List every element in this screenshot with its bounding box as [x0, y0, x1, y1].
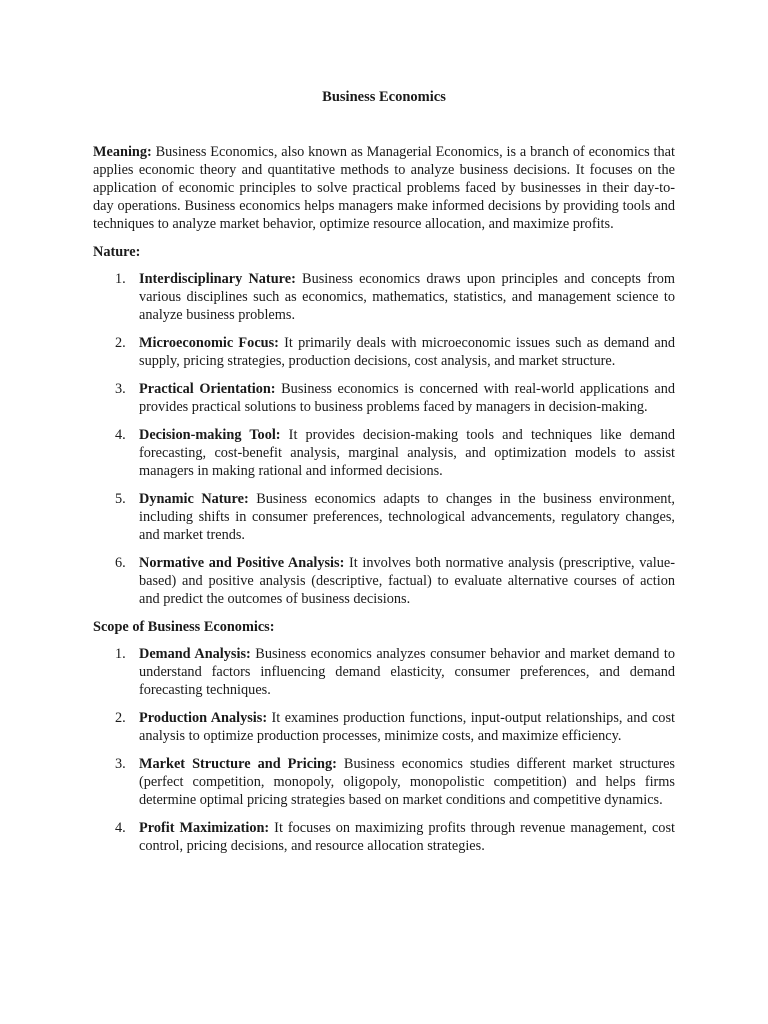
item-number: 3.	[115, 381, 126, 397]
item-number: 4.	[115, 820, 126, 836]
item-number: 2.	[115, 335, 126, 351]
nature-heading: Nature:	[93, 244, 141, 260]
item-text: It focuses on maximizing profits through revenue management, cost control, pricing decisions, and resource allocation strategies.	[139, 820, 675, 854]
item-number: 3.	[115, 756, 126, 772]
item-text: Business economics is concerned with real-world applications and provides practical solutions to business problems faced by managers in decision-making.	[139, 381, 675, 415]
list-item	[93, 380, 675, 416]
item-label: Market Structure and Pricing:	[139, 756, 337, 772]
item-number: 1.	[115, 271, 126, 287]
item-label: Profit Maximization:	[139, 820, 270, 836]
scope-heading: Scope of Business Economics:	[93, 619, 275, 635]
list-item	[93, 554, 675, 608]
item-text: It involves both normative analysis (prescriptive, value-based) and positive analysis (descriptive, factual) to evaluate alternative courses of action and predict the outcomes of business decisions.	[139, 555, 675, 607]
page-title: Business Economics	[322, 89, 446, 105]
item-label: Microeconomic Focus:	[139, 335, 279, 351]
item-label: Dynamic Nature:	[139, 491, 249, 507]
list-item	[93, 645, 675, 699]
item-label: Practical Orientation:	[139, 381, 276, 397]
list-item	[93, 334, 675, 370]
list-item	[93, 490, 675, 544]
item-label: Decision-making Tool:	[139, 427, 281, 443]
list-item	[93, 819, 675, 855]
item-text: Business economics draws upon principles and concepts from various disciplines such as economics, mathematics, statistics, and management science to analyze business problems.	[139, 271, 675, 323]
nature-list	[93, 270, 675, 608]
item-number: 4.	[115, 427, 126, 443]
item-number: 6.	[115, 555, 126, 571]
item-text: Business economics studies different market structures (perfect competition, monopoly, oligopoly, monopolistic competition) and helps firms determine optimal pricing strategies based on market conditions and competitive dynamics.	[139, 756, 675, 808]
item-label: Demand Analysis:	[139, 646, 251, 662]
item-label: Interdisciplinary Nature:	[139, 271, 296, 287]
list-item	[93, 755, 675, 809]
item-number: 2.	[115, 710, 126, 726]
scope-list	[93, 645, 675, 855]
item-number: 5.	[115, 491, 126, 507]
list-item	[93, 709, 675, 745]
item-number: 1.	[115, 646, 126, 662]
item-label: Production Analysis:	[139, 710, 268, 726]
item-text: Business economics adapts to changes in the business environment, including shifts in consumer preferences, technological advancements, regulatory changes, and market trends.	[139, 491, 675, 543]
item-text: It provides decision-making tools and techniques like demand forecasting, cost-benefit analysis, marginal analysis, and optimization models to assist managers in making rational and informed decisions.	[139, 427, 675, 479]
item-label: Normative and Positive Analysis:	[139, 555, 345, 571]
document-body	[93, 143, 675, 865]
meaning-label: Meaning:	[93, 144, 152, 160]
meaning-text: Business Economics, also known as Managerial Economics, is a branch of economics that applies economic theory and quantitative methods to analyze business decisions. It focuses on the application of economic principles to solve practical problems faced by businesses in their day-to-day operations. Business economics helps managers make informed decisions by providing tools and techniques to analyze market behavior, optimize resource allocation, and maximize profits.	[93, 144, 675, 232]
list-item	[93, 426, 675, 480]
item-text: It examines production functions, input-output relationships, and cost analysis to optimize production processes, minimize costs, and maximize efficiency.	[139, 710, 675, 744]
list-item	[93, 270, 675, 324]
meaning-paragraph	[93, 143, 675, 233]
item-text: It primarily deals with microeconomic issues such as demand and supply, pricing strategies, production decisions, cost analysis, and market structure.	[139, 335, 675, 369]
item-text: Business economics analyzes consumer behavior and market demand to understand factors influencing demand elasticity, consumer preferences, and demand forecasting techniques.	[139, 646, 675, 698]
